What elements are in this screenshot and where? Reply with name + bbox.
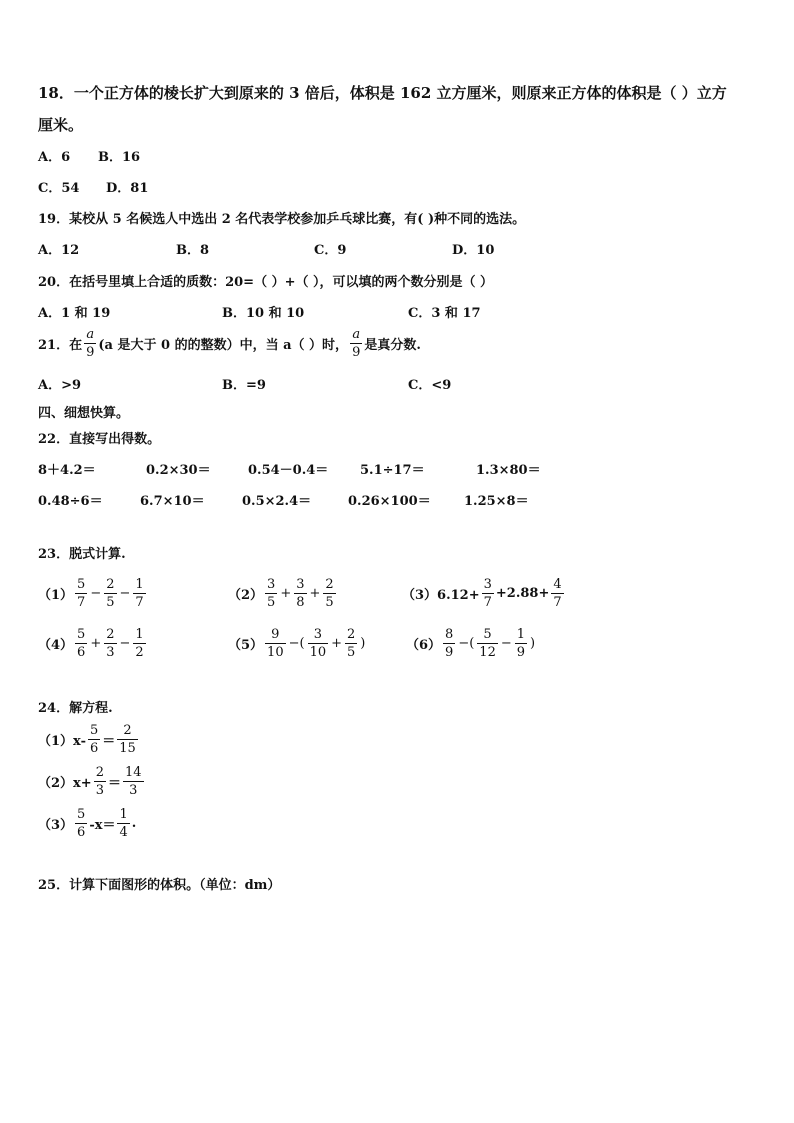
q20-option-b: B．10 和 10 xyxy=(222,306,305,321)
q21-prefix: 21．在 xyxy=(38,338,83,353)
q18-option-c: C．54 xyxy=(38,181,80,196)
q23-expr-4: （4） $\frac{5}{6}$ + $\frac{2}{3}$ − $\frac{1}{2}$ xyxy=(38,627,144,660)
q22-row1-item1: 8＋4.2＝ xyxy=(38,463,96,478)
q21-suffix: 是真分数. xyxy=(364,338,421,353)
q22-title: 22．直接写出得数。 xyxy=(38,432,161,447)
q22-row1-item4: 5.1÷17＝ xyxy=(360,463,425,478)
q22-row1-item3: 0.54－0.4＝ xyxy=(248,463,329,478)
q23-expr-5: （5） $\frac{9}{10}$ −( $\frac{3}{10}$ + $\frac{2}{5}$ ) xyxy=(228,627,366,660)
q21-option-a: A．>9 xyxy=(38,378,82,393)
q18-option-b: B．16 xyxy=(98,150,141,165)
q19-option-a: A．12 xyxy=(38,243,80,258)
q18-option-d: D．81 xyxy=(106,181,149,196)
q22-row2-item5: 1.25×8＝ xyxy=(464,494,529,509)
q21-middle: (a 是大于 0 的的整数）中，当 a（ ）时， xyxy=(98,338,349,353)
q21-option-b: B．=9 xyxy=(222,378,266,393)
q19-option-d: D．10 xyxy=(452,243,495,258)
q24-equation-2: （2）x+ $\frac{2}{3}$ ＝ $\frac{14}{3}$ xyxy=(38,765,142,798)
q23-expr-1: （1） $\frac{5}{7}$ − $\frac{2}{5}$ − $\frac{1}{7}$ xyxy=(38,577,144,610)
q22-row1-item5: 1.3×80＝ xyxy=(476,463,541,478)
q22-row1-item2: 0.2×30＝ xyxy=(146,463,211,478)
q22-row2-item3: 0.5×2.4＝ xyxy=(242,494,312,509)
q23-title: 23．脱式计算. xyxy=(38,547,126,562)
q19-option-b: B．8 xyxy=(176,243,210,258)
q18-line2: 厘米。 xyxy=(38,116,84,134)
q20-option-a: A．1 和 19 xyxy=(38,306,111,321)
q18-line1: 18．一个正方体的棱长扩大到原来的 3 倍后，体积是 162 立方厘米，则原来正方体的体积是（ ）立方 xyxy=(38,84,727,102)
q20-text: 20．在括号里填上合适的质数：20=（ ）+（ ），可以填的两个数分别是（ ） xyxy=(38,275,494,290)
q24-title: 24．解方程. xyxy=(38,701,113,716)
q22-row2-item2: 6.7×10＝ xyxy=(140,494,205,509)
q21-text xyxy=(38,328,421,359)
q19-option-c: C．9 xyxy=(314,243,347,258)
q23-expr-2: （2） $\frac{3}{5}$ + $\frac{3}{8}$ + $\frac{2}{5}$ xyxy=(228,577,334,610)
q24-equation-1: （1）x- $\frac{5}{6}$ ＝ $\frac{2}{15}$ xyxy=(38,723,136,756)
q25-text: 25．计算下面图形的体积。（单位：dm） xyxy=(38,878,281,893)
q21-fraction-a-over-9-second: $\frac{a}{9}$ xyxy=(352,327,361,360)
section-heading: 四、细想快算。 xyxy=(38,406,130,421)
q21-fraction-a-over-9: $\frac{a}{9}$ xyxy=(86,327,95,360)
q22-row2-item1: 0.48÷6＝ xyxy=(38,494,103,509)
q24-equation-3: （3） $\frac{5}{6}$ -x＝ $\frac{1}{4}$ . xyxy=(38,807,137,840)
q20-option-c: C．3 和 17 xyxy=(408,306,481,321)
q23-expr-6: （6） $\frac{8}{9}$ −( $\frac{5}{12}$ − $\frac{1}{9}$ ) xyxy=(406,627,536,660)
q18-option-a: A．6 xyxy=(38,150,71,165)
q23-expr-3: （3）6.12+ $\frac{3}{7}$ +2.88+ $\frac{4}{7}$ xyxy=(402,577,562,610)
q19-text: 19．某校从 5 名候选人中选出 2 名代表学校参加乒乓球比赛，有( )种不同的选法。 xyxy=(38,212,526,227)
q21-option-c: C．<9 xyxy=(408,378,452,393)
q22-row2-item4: 0.26×100＝ xyxy=(348,494,431,509)
